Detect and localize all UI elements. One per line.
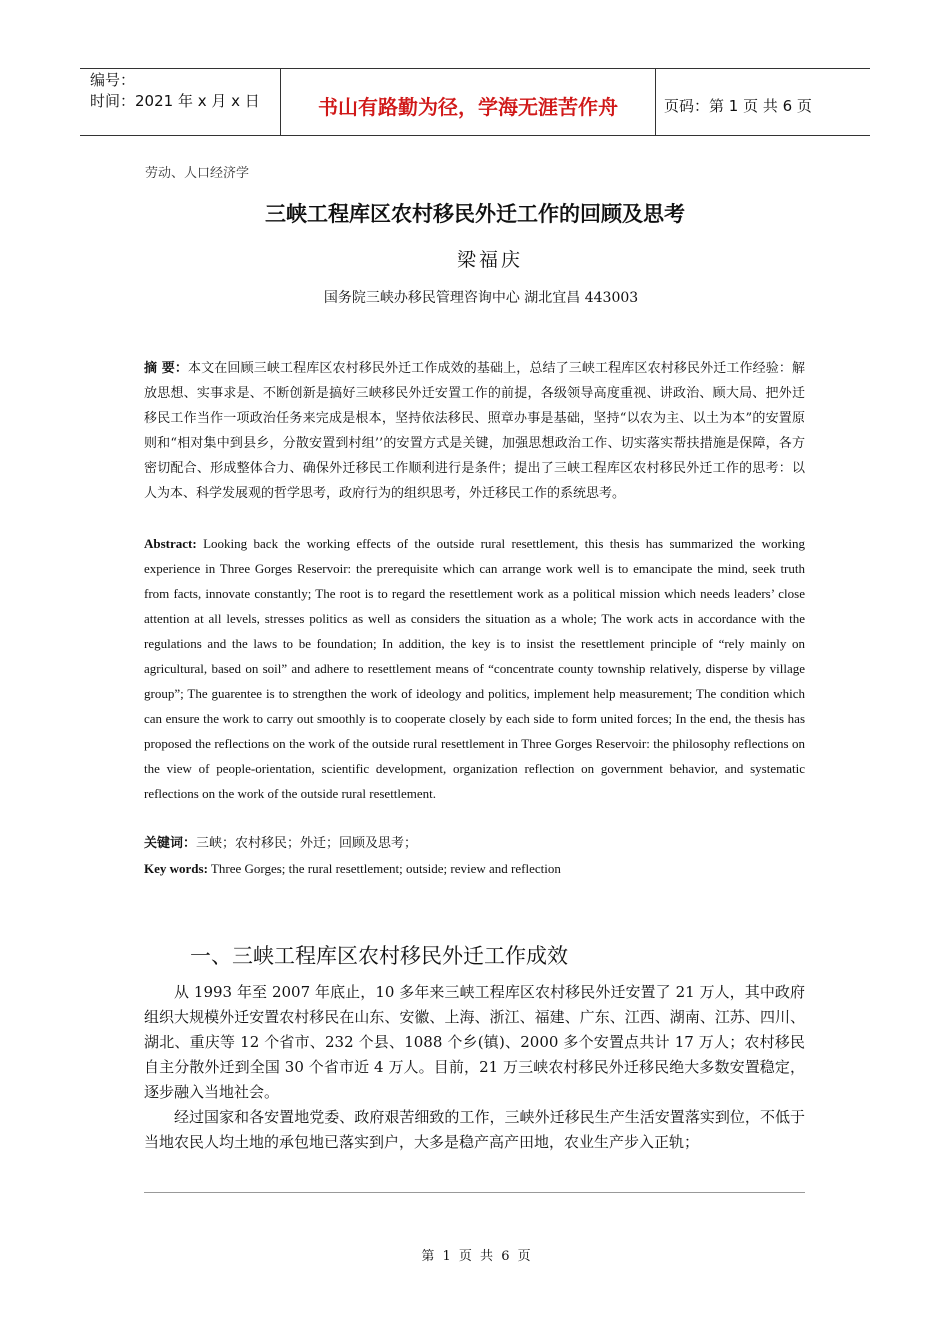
- keywords-english-text: Three Gorges; the rural resettlement; outside; review and reflection: [207, 861, 561, 876]
- author-affiliation: 国务院三峡办移民管理咨询中心 湖北宜昌 443003: [323, 290, 639, 306]
- body-paragraph: 经过国家和各安置地党委、政府艰苦细致的工作，三峡外迁移民生产生活安置落实到位，不低于当地农民人均土地的承包地已落实到户，大多是稳产高产田地，农业生产步入正轨；: [144, 1108, 805, 1151]
- abstract-chinese: [144, 356, 805, 506]
- header-time: 时间：2021 年 x 月 x 日: [90, 92, 260, 110]
- abstract-chinese-label: 摘 要：: [144, 361, 189, 376]
- header-number: 编号：: [90, 71, 136, 89]
- abstract-english: [144, 531, 805, 806]
- page-footer: 第 1 页 共 6 页: [421, 1249, 533, 1264]
- header-motto: 书山有路勤为径，学海无涯苦作舟: [318, 94, 618, 119]
- paper-title: 三峡工程库区农村移民外迁工作的回顾及思考: [265, 202, 685, 226]
- footer-divider: [144, 1192, 805, 1193]
- keywords-english-label: Key words:: [144, 861, 208, 876]
- keywords-chinese-label: 关键词：: [144, 836, 197, 851]
- body-paragraph: 从 1993 年至 2007 年底止，10 多年来三峡工程库区农村移民外迁安置了 21 万人，其中政府组织大规模外迁安置农村移民在山东、安徽、上海、浙江、福建、广东、江西、湖南、江苏、四川、湖北、重庆等 12 个省市、232 个县、1088 个乡(镇)、2000 多个安置点共计 17 万人；农村移民自主分散外迁到全国 30 个省市近 4 万人。目前，21 万三峡农村移民外迁移民绝大多数安置稳定，逐步融入当地社会。: [144, 983, 805, 1101]
- header-meta: [80, 69, 280, 135]
- abstract-english-label: Abstract:: [144, 536, 197, 551]
- section-heading: 一、三峡工程库区农村移民外迁工作成效: [190, 944, 568, 968]
- keywords-chinese: [144, 831, 805, 856]
- author-name: 梁福庆: [456, 249, 523, 271]
- abstract-chinese-text: 本文在回顾三峡工程库区农村移民外迁工作成效的基础上，总结了三峡工程库区农村移民外迁工作经验：解放思想、实事求是、不断创新是搞好三峡移民外迁安置工作的前提，各级领导高度重视、讲政治、顾大局、把外迁移民工作当作一项政治任务来完成是根本，坚持依法移民、照章办事是基础，坚持“以农为主、以土为本”的安置原则和“相对集中到县乡，分散安置到村组’’的安置方式是关键，加强思想政治工作、切实落实帮扶措施是保障，各方密切配合、形成整体合力、确保外迁移民工作顺利进行是条件；提出了三峡工程库区农村移民外迁工作的思考：以人为本、科学发展观的哲学思考，政府行为的组织思考，外迁移民工作的系统思考。: [144, 361, 805, 501]
- page-header: [80, 68, 870, 136]
- header-motto-cell: [280, 69, 656, 135]
- keywords-english: [144, 856, 805, 881]
- header-page-info: 页码：第 1 页 共 6 页: [664, 96, 812, 115]
- keywords-chinese-text: 三峡；农村移民；外迁；回顾及思考；: [196, 836, 418, 851]
- category-label: 劳动、人口经济学: [145, 166, 250, 181]
- abstract-english-text: Looking back the working effects of the outside rural resettlement, this thesis has summarized the working experience in Three Gorges Reservoir: the prerequisite which can arrange work well is to emancipate the mind, seek truth from facts, innovate constantly; The root is to regard the resettlement work as a political mission which needs leaders’ close attention at all levels, stresses politics as well as considers the situation as a whole; The work acts in accordance with the regulations and the laws to be foundation; In addition, the key is to insist the resettlement principle of “rely mainly on agricultural, based on soil” and adhere to resettlement means of “concentrate county township relatively, disperse by village group”; The guarentee is to strengthen the work of ideology and politics, implement help measurement; The condition which can ensure the work to carry out smoothly is to cooperate closely by each side to form united forces; In the end, the thesis has proposed the reflections on the work of the outside rural resettlement in Three Gorges Reservoir: the philosophy reflections on the view of people-orientation, scientific development, organization reflection on government behavior, and systematic reflections on the work of the outside rural resettlement.: [144, 536, 805, 801]
